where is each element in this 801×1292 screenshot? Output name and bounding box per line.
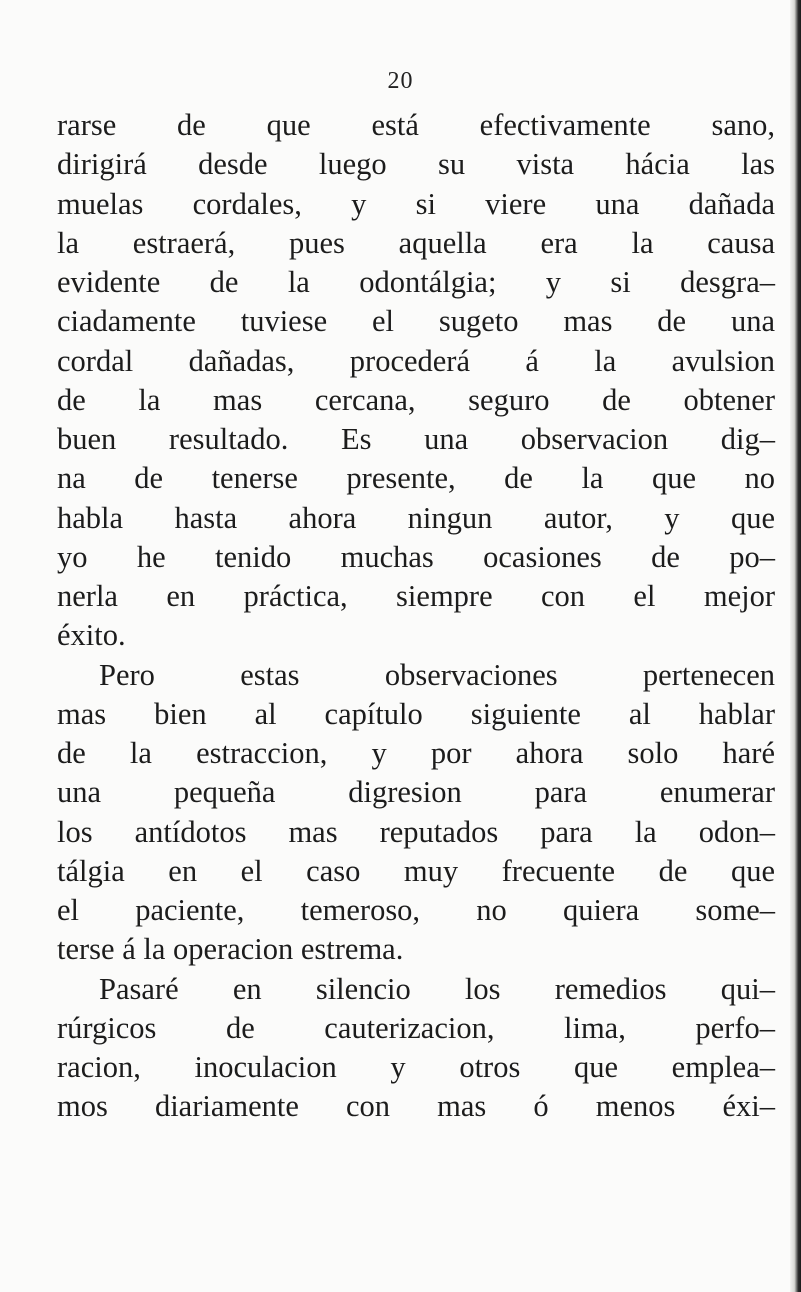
text-line: Pero estas observaciones pertenecen bbox=[99, 657, 775, 692]
text-line: dirigirá desde luego su vista hácia las bbox=[57, 147, 775, 182]
page-binding-edge bbox=[790, 0, 801, 1292]
text-line: rúrgicos de cauterizacion, lima, perfo– bbox=[57, 1010, 775, 1045]
page-number: 20 bbox=[387, 68, 414, 94]
text-line: muelas cordales, y si viere una dañada bbox=[57, 186, 775, 221]
text-line: mas bien al capítulo siguiente al hablar bbox=[57, 696, 775, 731]
text-line: Pasaré en silencio los remedios qui– bbox=[99, 971, 775, 1006]
text-line: yo he tenido muchas ocasiones de po– bbox=[57, 539, 775, 574]
text-line: de la estraccion, y por ahora solo haré bbox=[57, 736, 775, 770]
text-line: de la mas cercana, seguro de obtener bbox=[57, 382, 775, 417]
text-line: la estraerá, pues aquella era la causa bbox=[57, 225, 775, 260]
text-line: tálgia en el caso muy frecuente de que bbox=[57, 853, 775, 888]
text-line: el paciente, temeroso, no quiera some– bbox=[57, 893, 775, 927]
text-line: terse á la operacion estrema. bbox=[57, 932, 404, 967]
text-line: racion, inoculacion y otros que emplea– bbox=[57, 1050, 775, 1084]
text-line: los antídotos mas reputados para la odon– bbox=[57, 814, 775, 849]
text-line: nerla en práctica, siempre con el mejor bbox=[57, 579, 775, 613]
text-line: una pequeña digresion para enumerar bbox=[57, 775, 775, 810]
text-line: cordal dañadas, procederá á la avulsion bbox=[57, 343, 775, 378]
text-line: habla hasta ahora ningun autor, y que bbox=[57, 500, 775, 535]
text-line: na de tenerse presente, de la que no bbox=[57, 461, 775, 496]
page-body-text bbox=[57, 106, 775, 1127]
text-line: éxito. bbox=[57, 618, 126, 653]
text-line: evidente de la odontálgia; y si desgra– bbox=[57, 265, 775, 299]
text-line: buen resultado. Es una observacion dig– bbox=[57, 422, 775, 456]
text-line: ciadamente tuviese el sugeto mas de una bbox=[57, 304, 775, 339]
text-line: rarse de que está efectivamente sano, bbox=[57, 108, 775, 142]
text-line: mos diariamente con mas ó menos éxi– bbox=[57, 1089, 775, 1124]
